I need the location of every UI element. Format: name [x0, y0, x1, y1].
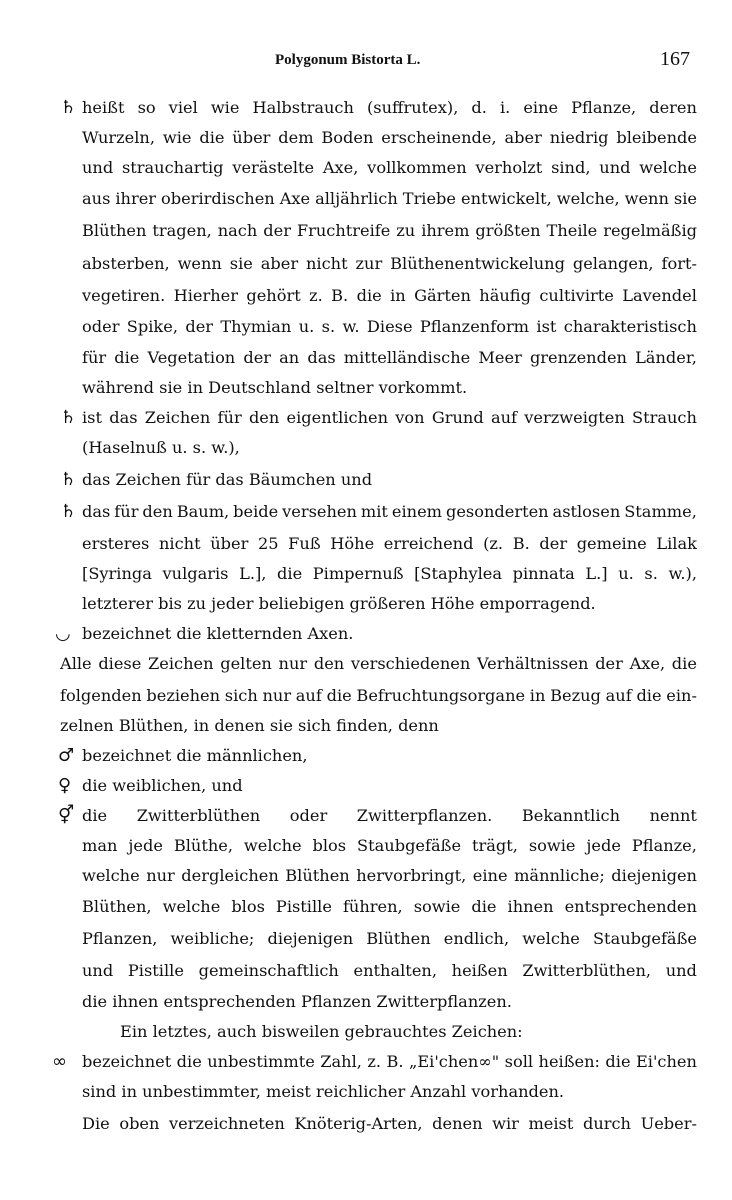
text-line: bezeichnet die unbestimmte Zahl, z. B. „Ei'chen∞" soll heißen: die Ei'chen	[82, 1052, 697, 1071]
text-line: Alle diese Zeichen gelten nur den verschiedenen Verhältnissen der Axe, die	[60, 654, 697, 673]
text-line: das Zeichen für das Bäumchen und	[82, 470, 373, 489]
female-symbol-22: ♀	[58, 775, 72, 796]
text-line: ersteres nicht über 25 Fuß Höhe erreichend (z. B. der gemeine Lilak	[82, 534, 697, 553]
indefinite-symbol-31: ∞	[52, 1051, 67, 1072]
climbing-symbol-17: ◡	[55, 623, 71, 644]
text-line: absterben, wenn sie aber nicht zur Blüthenentwickelung gelangen, fort-	[82, 254, 697, 273]
text-line: (Haselnuß u. s. w.),	[82, 438, 240, 457]
text-line: für die Vegetation der an das mittelländische Meer grenzenden Länder,	[82, 348, 697, 367]
text-line: zelnen Blüthen, in denen sie sich finden, denn	[60, 716, 439, 735]
text-line: vegetiren. Hierher gehört z. B. die in Gärten häufig cultivirte Lavendel	[82, 286, 697, 305]
text-line: [Syringa vulgaris L.], die Pimpernuß [Staphylea pinnata L.] u. s. w.),	[82, 564, 697, 583]
hermaphrodite-symbol-23: ⚥	[58, 805, 75, 826]
text-line: während sie in Deutschland seltner vorkommt.	[82, 378, 468, 397]
text-line: Blüthen, welche blos Pistille führen, sowie die ihnen entsprechenden	[82, 897, 697, 916]
text-line: die Zwitterblüthen oder Zwitterpflanzen. Bekanntlich nennt	[82, 806, 697, 825]
text-line: letzterer bis zu jeder beliebigen größeren Höhe emporragend.	[82, 594, 596, 613]
text-line: und strauchartig verästelte Axe, vollkommen verholzt sind, und welche	[82, 158, 697, 177]
text-line: oder Spike, der Thymian u. s. w. Diese Pflanzenform ist charakteristisch	[82, 317, 697, 336]
text-line: Blüthen tragen, nach der Fruchtreife zu ihrem größten Theile regelmäßig	[82, 221, 697, 240]
text-line: das für den Baum, beide versehen mit einem gesonderten astlosen Stamme,	[82, 502, 697, 521]
text-line: die weiblichen, und	[82, 776, 243, 795]
text-line: und Pistille gemeinschaftlich enthalten, heißen Zwitterblüthen, und	[82, 961, 697, 980]
text-line: bezeichnet die männlichen,	[82, 746, 308, 765]
page-number: 167	[660, 48, 690, 70]
text-line: Pflanzen, weibliche; diejenigen Blüthen endlich, welche Staubgefäße	[82, 929, 697, 948]
shrub-symbol-0: ♄	[60, 97, 77, 118]
text-line: man jede Blüthe, welche blos Staubgefäße trägt, sowie jede Pflanze,	[82, 836, 697, 855]
page-header	[0, 48, 732, 76]
text-line: aus ihrer oberirdischen Axe alljährlich Triebe entwickelt, welche, wenn sie	[82, 189, 697, 208]
running-title: Polygonum Bistorta L.	[275, 52, 421, 68]
text-line: sind in unbestimmter, meist reichlicher Anzahl vorhanden.	[82, 1082, 565, 1101]
shrub-symbol-12: ♄	[60, 469, 77, 490]
male-symbol-21: ♂	[58, 745, 75, 766]
text-line: Ein letztes, auch bisweilen gebrauchtes Zeichen:	[120, 1022, 523, 1041]
text-line: die ihnen entsprechenden Pflanzen Zwitterpflanzen.	[82, 992, 512, 1011]
text-line: Die oben verzeichneten Knöterig-Arten, denen wir meist durch Ueber-	[82, 1114, 697, 1133]
text-line: Wurzeln, wie die über dem Boden erscheinende, aber niedrig bleibende	[82, 128, 697, 147]
text-line: bezeichnet die kletternden Axen.	[82, 624, 354, 643]
text-line: welche nur dergleichen Blüthen hervorbringt, eine männliche; diejenigen	[82, 866, 697, 885]
shrub-symbol-13: ♄	[60, 501, 77, 522]
shrub-symbol-10: ♄	[60, 407, 77, 428]
text-line: heißt so viel wie Halbstrauch (suffrutex), d. i. eine Pflanze, deren	[82, 98, 697, 117]
text-line: ist das Zeichen für den eigentlichen von Grund auf verzweigten Strauch	[82, 408, 697, 427]
text-line: folgenden beziehen sich nur auf die Befruchtungsorgane in Bezug auf die ein-	[60, 686, 697, 705]
